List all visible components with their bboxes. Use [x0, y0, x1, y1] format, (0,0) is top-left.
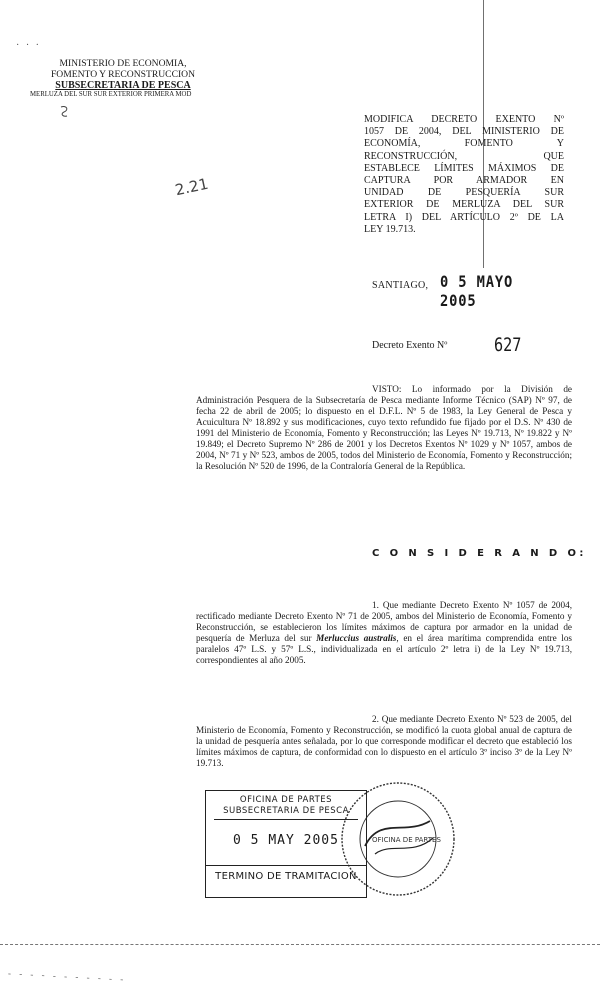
- paragraph-1-text-end: , en el área marítima comprendida entre los paralelos 47º L.S. y 57º L.S., individualizada en el artículo 2º letra i) de la Ley Nº 19.713, correspondientes al año 2005.: [196, 633, 573, 665]
- decree-number-row: [372, 334, 572, 364]
- scan-noise: · · ·: [16, 40, 41, 51]
- title-line: LETRA I) DEL ARTÍCULO 2º DE LA: [364, 211, 564, 223]
- stamp-subsecretaria: SUBSECRETARIA DE PESCA: [223, 806, 349, 816]
- title-line: RECONSTRUCCIÓN, QUE: [364, 150, 564, 162]
- file-reference: MERLUZA DEL SUR SUR EXTERIOR PRIMERA MOD: [30, 91, 192, 98]
- considerando-paragraph-1: [196, 600, 572, 666]
- stamp-divider: [214, 819, 358, 820]
- title-line: EXTERIOR DE MERLUZA DEL SUR: [364, 199, 564, 211]
- stamp-divider: [206, 865, 366, 866]
- considerando-paragraph-2: 2. Que mediante Decreto Exento Nº 523 de 2005, del Ministerio de Economía, Fomento y Reconstrucción, se modificó la cuota global anual de captura de la unidad de pesquería antes señalada, por lo que corresponde modificar el decreto que estableció los límites máximos de captura, de conformidad con lo dispuesto en el artículo 3º inciso 3º de la Ley Nº 19.713.: [196, 714, 572, 768]
- species-name: Merluccius australis: [316, 633, 397, 643]
- title-line: LEY 19.713.: [364, 223, 416, 235]
- subsecretaria-line: SUBSECRETARIA DE PESCA: [55, 80, 191, 91]
- title-line: ECONOMÍA, FOMENTO Y: [364, 138, 564, 150]
- handwritten-note: 2.21: [173, 174, 210, 200]
- decree-label: Decreto Exento Nº: [372, 340, 448, 351]
- place-date-row: [372, 272, 572, 310]
- decree-title: [364, 114, 564, 236]
- office-stamp: [205, 790, 367, 898]
- seal-text: OFICINA DE PARTES: [372, 836, 441, 844]
- ministry-line-1: MINISTERIO DE ECONOMIA,: [59, 58, 187, 69]
- considerando-heading: C O N S I D E R A N D O:: [372, 548, 587, 559]
- title-line: ESTABLECE LÍMITES MÁXIMOS DE: [364, 162, 564, 174]
- visto-paragraph: VISTO: Lo informado por la División de Administración Pesquera de la Subsecretaría de Pesca mediante Informe Técnico (SAP) Nº 97, de fecha 22 de abril de 2005; lo dispuesto en el D.F.L. Nº 5 de 1983, la Ley General de Pesca y Acuicultura Nº 18.892 y sus modificaciones, cuyo texto refundido fue fijado por el D.S. Nº 430 de 1991 del Ministerio de Economía, Fomento y Reconstrucción; las Leyes Nº 19.713, Nº 19.822 y Nº 19.849; el Decreto Supremo Nº 286 de 2001 y los Decretos Exentos Nº 1029 y Nº 1057, ambos de 2004, Nº 71 y Nº 523, ambos de 2005, todos del Ministerio de Economía, Fomento y Reconstrucción; la Resolución Nº 520 de 1996, de la Contraloría General de la República.: [196, 384, 572, 471]
- date-stamp: 0 5 MAYO 2005: [440, 272, 514, 310]
- stamp-status: TERMINO DE TRAMITACION: [215, 871, 357, 882]
- title-line: MODIFICA DECRETO EXENTO Nº: [364, 114, 564, 125]
- scan-border-line: [0, 944, 600, 945]
- title-line: CAPTURA POR ARMADOR EN: [364, 175, 564, 187]
- title-line: UNIDAD DE PESQUERÍA SUR: [364, 187, 564, 199]
- stamp-office: OFICINA DE PARTES: [239, 795, 333, 805]
- title-line: 1057 DE 2004, DEL MINISTERIO DE: [364, 126, 564, 138]
- ministry-line-2: FOMENTO Y RECONSTRUCCION: [50, 69, 196, 80]
- scan-noise: - - - - - - - - - - -: [7, 968, 127, 985]
- letterhead: [28, 58, 218, 99]
- handwritten-mark-icon: [58, 104, 72, 118]
- stamp-date: 0 5 MAY 2005: [233, 833, 339, 848]
- decree-number: 627: [494, 334, 522, 356]
- city-label: SANTIAGO,: [372, 280, 429, 291]
- paragraph-1-text: 1. Que mediante Decreto Exento Nº 1057 de 2004, rectificado mediante Decreto Exento Nº 71 de 2005, ambos del Ministerio de Economía, Fomento y Reconstrucción, se establecieron los límites máximos de captura por armador en la unidad de pesquería de Merluza del sur: [196, 600, 572, 643]
